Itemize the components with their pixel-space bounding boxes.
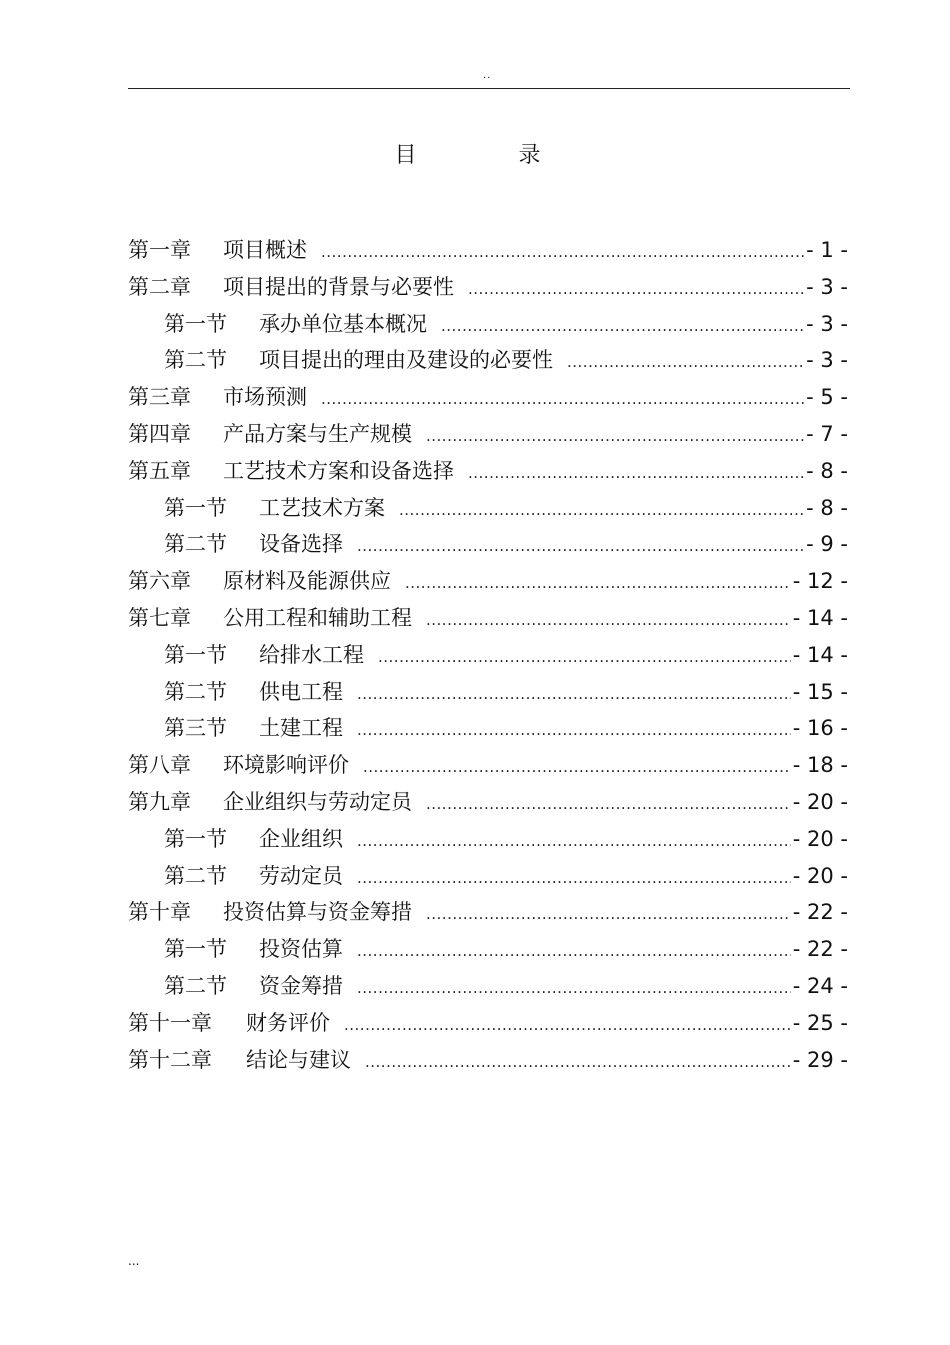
toc-dot-leader bbox=[365, 1044, 791, 1080]
toc-entry-page-number: - 5 - bbox=[806, 385, 848, 410]
toc-entry-page-number: - 20 - bbox=[792, 789, 848, 814]
toc-dot-leader bbox=[344, 1007, 791, 1043]
toc-entry-title: 项目概述 bbox=[223, 238, 307, 262]
toc-dot-leader bbox=[426, 896, 791, 932]
toc-dot-leader bbox=[426, 418, 804, 454]
toc-entry-page-number: - 8 - bbox=[806, 495, 848, 520]
toc-entry-number: 第二节 bbox=[164, 863, 227, 888]
toc-entry-page-number: - 24 - bbox=[792, 973, 848, 998]
toc-chapter-entry[interactable] bbox=[128, 563, 848, 600]
toc-entry-page-number: - 22 - bbox=[792, 900, 848, 925]
toc-dot-leader bbox=[357, 712, 791, 748]
toc-entry-number: 第四章 bbox=[128, 421, 191, 446]
toc-dot-leader bbox=[399, 492, 804, 528]
toc-dot-leader bbox=[426, 602, 791, 638]
toc-entry-page-number: - 20 - bbox=[792, 826, 848, 851]
toc-entry-number: 第十一章 bbox=[128, 1010, 212, 1035]
toc-entry-number: 第二节 bbox=[164, 679, 227, 704]
header-rule bbox=[128, 88, 850, 89]
toc-dot-leader bbox=[468, 271, 804, 307]
toc-entry-page-number: - 14 - bbox=[792, 605, 848, 630]
toc-dot-leader bbox=[357, 528, 804, 564]
toc-entry-title: 市场预测 bbox=[223, 385, 307, 410]
toc-dot-leader bbox=[357, 970, 791, 1006]
toc-entry-number: 第一节 bbox=[164, 937, 227, 962]
toc-chapter-entry[interactable] bbox=[128, 379, 848, 416]
toc-entry-title: 给排水工程 bbox=[259, 642, 364, 667]
toc-section-entry[interactable] bbox=[128, 526, 848, 563]
footer-mark: ... bbox=[128, 1254, 140, 1268]
toc-entry-number: 第一章 bbox=[128, 238, 191, 262]
toc-entry-title: 设备选择 bbox=[259, 532, 343, 557]
toc-entry-title: 工艺技术方案和设备选择 bbox=[223, 458, 454, 483]
toc-entry-page-number: - 15 - bbox=[792, 679, 848, 704]
toc-dot-leader bbox=[321, 381, 804, 417]
toc-entry-number: 第一节 bbox=[164, 311, 227, 336]
toc-section-entry[interactable] bbox=[128, 342, 848, 379]
toc-entry-title: 土建工程 bbox=[259, 716, 343, 741]
toc-section-entry[interactable] bbox=[128, 674, 848, 711]
toc-entry-page-number: - 16 - bbox=[792, 716, 848, 741]
toc-dot-leader bbox=[357, 933, 791, 969]
toc-entry-page-number: - 3 - bbox=[806, 348, 848, 373]
toc-entry-title: 劳动定员 bbox=[259, 863, 343, 888]
toc-dot-leader bbox=[405, 565, 791, 601]
toc-entry-number: 第一节 bbox=[164, 642, 227, 667]
toc-entry-page-number: - 12 - bbox=[792, 569, 848, 594]
toc-chapter-entry[interactable] bbox=[128, 784, 848, 821]
toc-section-entry[interactable] bbox=[128, 968, 848, 1005]
toc-entry-page-number: - 18 - bbox=[792, 753, 848, 778]
toc-chapter-entry[interactable] bbox=[128, 1042, 848, 1079]
toc-entry-page-number: - 20 - bbox=[792, 863, 848, 888]
toc-entry-page-number: - 1 - bbox=[806, 238, 848, 262]
toc-entry-title: 企业组织 bbox=[259, 826, 343, 851]
toc-entry-number: 第六章 bbox=[128, 569, 191, 594]
toc-chapter-entry[interactable] bbox=[128, 416, 848, 453]
toc-dot-leader bbox=[357, 823, 791, 859]
toc-chapter-entry[interactable] bbox=[128, 894, 848, 931]
toc-entry-number: 第八章 bbox=[128, 753, 191, 778]
toc-dot-leader bbox=[441, 308, 804, 344]
table-of-contents bbox=[128, 232, 848, 1078]
toc-chapter-entry[interactable] bbox=[128, 269, 848, 306]
toc-entry-page-number: - 9 - bbox=[806, 532, 848, 557]
toc-entry-title: 结论与建议 bbox=[246, 1047, 351, 1072]
toc-entry-number: 第一节 bbox=[164, 826, 227, 851]
toc-entry-number: 第三章 bbox=[128, 385, 191, 410]
toc-section-entry[interactable] bbox=[128, 931, 848, 968]
toc-entry-title: 项目提出的理由及建设的必要性 bbox=[259, 348, 553, 373]
toc-entry-title: 工艺技术方案 bbox=[259, 495, 385, 520]
toc-entry-title: 供电工程 bbox=[259, 679, 343, 704]
toc-entry-number: 第二节 bbox=[164, 973, 227, 998]
toc-dot-leader bbox=[426, 786, 791, 822]
toc-dot-leader bbox=[468, 455, 804, 491]
toc-chapter-entry[interactable] bbox=[128, 600, 848, 637]
toc-entry-number: 第九章 bbox=[128, 789, 191, 814]
toc-chapter-entry[interactable] bbox=[128, 747, 848, 784]
toc-entry-title: 投资估算与资金筹措 bbox=[223, 900, 412, 925]
toc-entry-number: 第二章 bbox=[128, 274, 191, 299]
toc-dot-leader bbox=[321, 234, 804, 270]
toc-entry-title: 承办单位基本概况 bbox=[259, 311, 427, 336]
toc-entry-number: 第二节 bbox=[164, 532, 227, 557]
toc-entry-page-number: - 8 - bbox=[806, 458, 848, 483]
toc-section-entry[interactable] bbox=[128, 858, 848, 895]
toc-dot-leader bbox=[378, 639, 791, 675]
toc-title: 目 录 bbox=[394, 143, 581, 168]
toc-entry-title: 环境影响评价 bbox=[223, 753, 349, 778]
toc-entry-number: 第七章 bbox=[128, 605, 191, 630]
toc-entry-title: 企业组织与劳动定员 bbox=[223, 789, 412, 814]
toc-entry-title: 项目提出的背景与必要性 bbox=[223, 274, 454, 299]
header-mark: .. bbox=[483, 70, 492, 81]
toc-chapter-entry[interactable] bbox=[128, 453, 848, 490]
toc-entry-number: 第二节 bbox=[164, 348, 227, 373]
toc-entry-number: 第一节 bbox=[164, 495, 227, 520]
toc-entry-page-number: - 14 - bbox=[792, 642, 848, 667]
toc-entry-title: 资金筹措 bbox=[259, 973, 343, 998]
toc-entry-number: 第十章 bbox=[128, 900, 191, 925]
toc-entry-title: 财务评价 bbox=[246, 1010, 330, 1035]
toc-section-entry[interactable] bbox=[128, 306, 848, 343]
toc-entry-page-number: - 22 - bbox=[792, 937, 848, 962]
toc-dot-leader bbox=[357, 676, 791, 712]
toc-section-entry[interactable] bbox=[128, 821, 848, 858]
toc-entry-number: 第三节 bbox=[164, 716, 227, 741]
toc-dot-leader bbox=[567, 344, 804, 380]
toc-section-entry[interactable] bbox=[128, 637, 848, 674]
toc-entry-title: 投资估算 bbox=[259, 937, 343, 962]
toc-dot-leader bbox=[357, 860, 791, 896]
toc-section-entry[interactable] bbox=[128, 710, 848, 747]
toc-section-entry[interactable] bbox=[128, 490, 848, 527]
toc-chapter-entry[interactable] bbox=[128, 232, 848, 269]
toc-entry-page-number: - 7 - bbox=[806, 421, 848, 446]
toc-entry-page-number: - 3 - bbox=[806, 311, 848, 336]
toc-dot-leader bbox=[363, 749, 791, 785]
toc-entry-number: 第五章 bbox=[128, 458, 191, 483]
toc-entry-page-number: - 25 - bbox=[792, 1010, 848, 1035]
toc-entry-title: 产品方案与生产规模 bbox=[223, 421, 412, 446]
toc-entry-page-number: - 3 - bbox=[806, 274, 848, 299]
toc-entry-title: 公用工程和辅助工程 bbox=[223, 605, 412, 630]
toc-entry-title: 原材料及能源供应 bbox=[223, 569, 391, 594]
toc-entry-number: 第十二章 bbox=[128, 1047, 212, 1072]
toc-entry-page-number: - 29 - bbox=[792, 1047, 848, 1072]
toc-chapter-entry[interactable] bbox=[128, 1005, 848, 1042]
